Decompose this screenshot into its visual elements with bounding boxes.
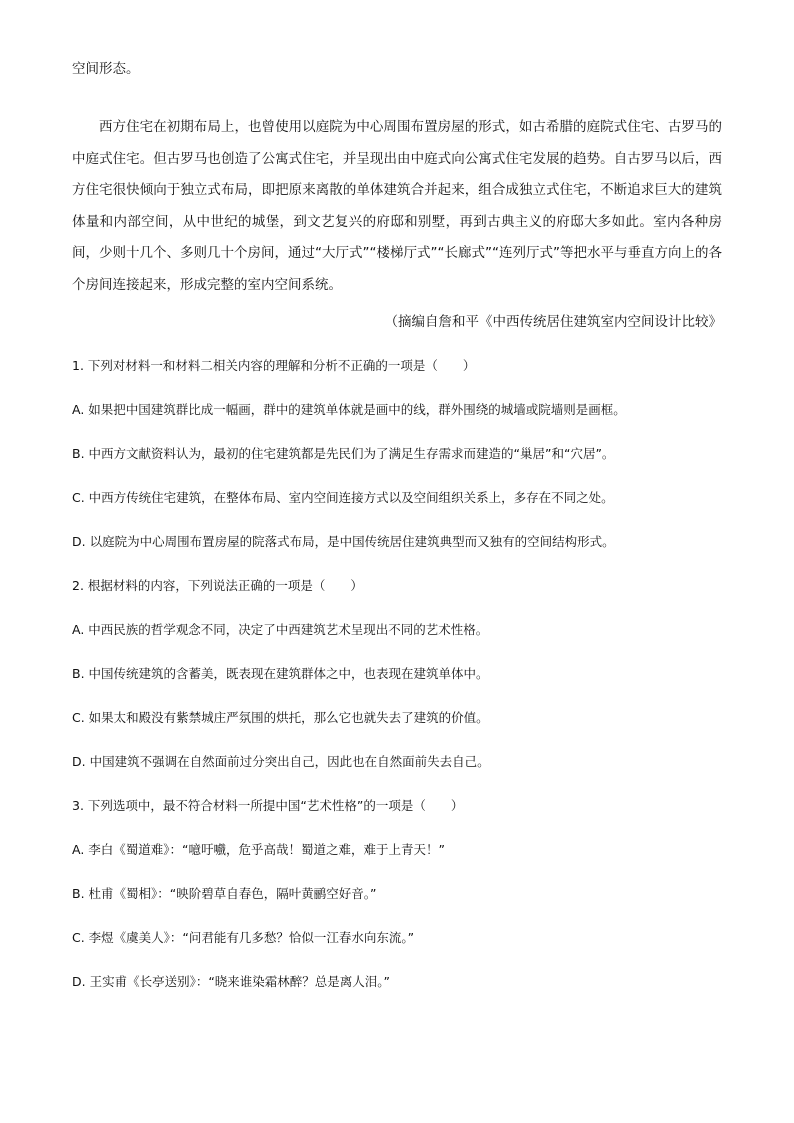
body-paragraph: 西方住宅在初期布局上，也曾使用以庭院为中心周围布置房屋的形式，如古希腊的庭院式住宅、古罗马的中庭式住宅。但古罗马也创造了公寓式住宅，并呈现出由中庭式向公寓式住宅发展的趋势。自古罗马以后，西方住宅很快倾向于独立式布局，即把原来离散的单体建筑合并起来，组合成独立式住宅，不断追求巨大的建筑体量和内部空间，从中世纪的城堡，到文艺复兴的府邸和别墅，再到古典主义的府邸大多如此。室内各种房间，少则十几个、多则几十个房间，通过“大厅式”“楼梯厅式”“长廊式”“连列厅式”等把水平与垂直方向上的各个房间连接起来，形成完整的室内空间系统。 <box>72 119 722 293</box>
question-1-option-c: C. 中西方传统住宅建筑，在整体布局、室内空间连接方式以及空间组织关系上，多存在不同之处。 <box>72 490 614 505</box>
intro-tail-text: 空间形态。 <box>72 61 140 77</box>
question-1-stem: 1. 下列对材料一和材料二相关内容的理解和分析不正确的一项是（ ） <box>72 358 476 373</box>
question-2-stem: 2. 根据材料的内容，下列说法正确的一项是（ ） <box>72 578 363 593</box>
source-citation: （摘编自詹和平《中西传统居住建筑室内空间设计比较》 <box>384 314 722 330</box>
question-2-option-c: C. 如果太和殿没有紫禁城庄严氛围的烘托，那么它也就失去了建筑的价值。 <box>72 710 489 725</box>
question-1-option-a: A. 如果把中国建筑群比成一幅画，群中的建筑单体就是画中的线，群外围绕的城墙或院墙则是画框。 <box>72 402 626 417</box>
question-3-option-a: A. 李白《蜀道难》：“噫吁嚱，危乎高哉！蜀道之难，难于上青天！” <box>72 842 445 857</box>
question-2-option-d: D. 中国建筑不强调在自然面前过分突出自己，因此也在自然面前失去自己。 <box>72 754 490 769</box>
question-3-option-c: C. 李煜《虞美人》：“问君能有几多愁？恰似一江春水向东流。” <box>72 930 415 945</box>
question-2-option-a: A. 中西民族的哲学观念不同，决定了中西建筑艺术呈现出不同的艺术性格。 <box>72 622 489 637</box>
document-page <box>72 60 722 991</box>
question-2-option-b: B. 中国传统建筑的含蓄美，既表现在建筑群体之中，也表现在建筑单体中。 <box>72 666 489 681</box>
question-3-option-d: D. 王实甫《长亭送别》：“晓来谁染霜林醉？总是离人泪。” <box>72 974 391 989</box>
question-1-option-d: D. 以庭院为中心周围布置房屋的院落式布局，是中国传统居住建筑典型而又独有的空间结构形式。 <box>72 534 615 549</box>
question-1-option-b: B. 中西方文献资料认为，最初的住宅建筑都是先民们为了满足生存需求而建造的“巢居”和“穴居”。 <box>72 446 615 461</box>
question-3-option-b: B. 杜甫《蜀相》：“映阶碧草自春色，隔叶黄鹂空好音。” <box>72 886 377 901</box>
question-3-stem: 3. 下列选项中，最不符合材料一所提中国“艺术性格”的一项是（ ） <box>72 798 464 813</box>
